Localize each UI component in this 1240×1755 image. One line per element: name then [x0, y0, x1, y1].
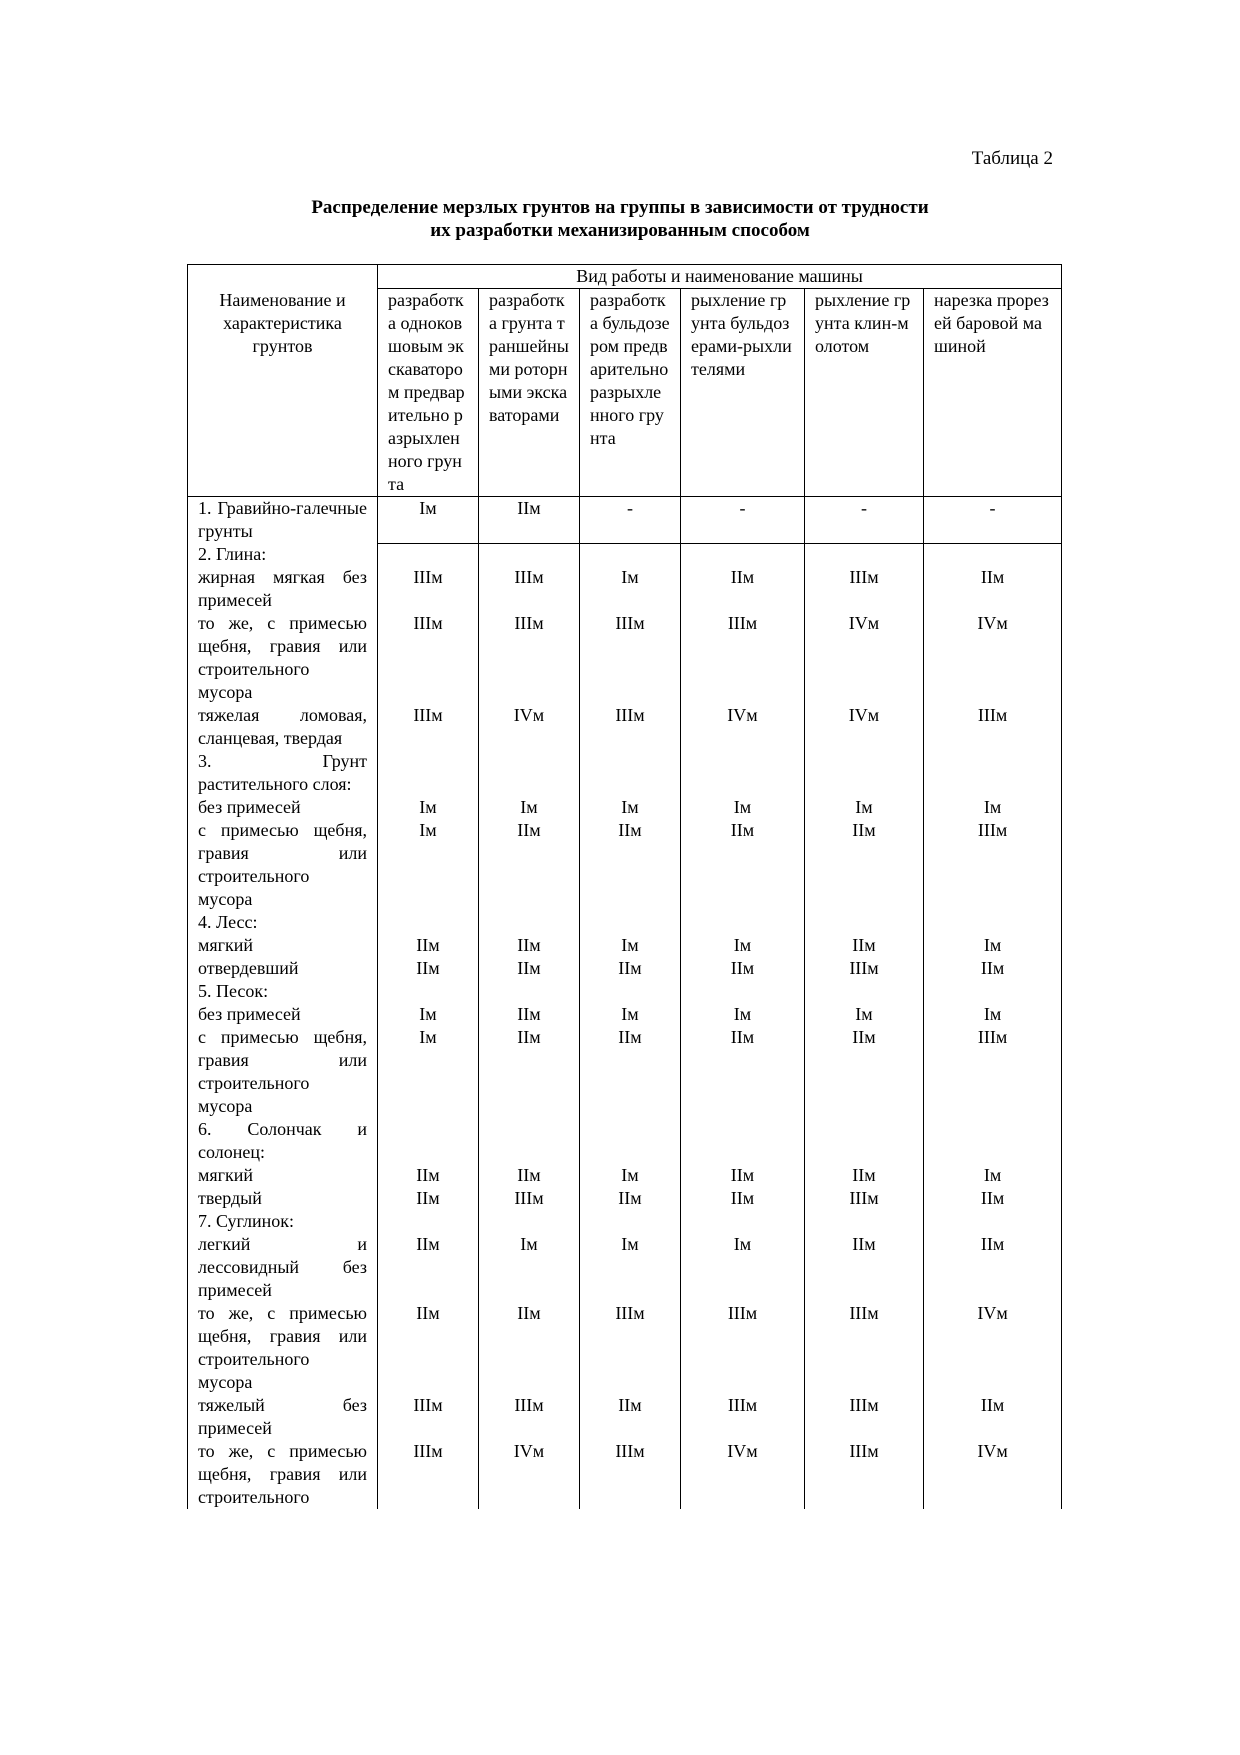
cell-value: IIIм [805, 1394, 924, 1440]
cell-value [580, 1118, 681, 1164]
cell-value: IIIм [378, 704, 479, 750]
cell-value [924, 980, 1062, 1003]
cell-value: IIм [479, 1302, 580, 1394]
cell-value: IIIм [681, 1302, 805, 1394]
cell-value: IVм [681, 1440, 805, 1509]
cell-value: - [580, 497, 681, 544]
table-row [188, 934, 1062, 957]
cell-value: IVм [805, 704, 924, 750]
table-row [188, 750, 1062, 796]
cell-value: IIм [681, 1164, 805, 1187]
table-row [188, 1026, 1062, 1118]
cell-value: IIIм [681, 1394, 805, 1440]
row-label: с примесью щебня, гравия или строительного мусора [188, 819, 378, 911]
cell-value: IIм [479, 1164, 580, 1187]
cell-value: IIIм [479, 1187, 580, 1210]
table-row [188, 497, 1062, 544]
cell-value [681, 750, 805, 796]
cell-value: IIм [924, 957, 1062, 980]
cell-value [805, 1118, 924, 1164]
header-column-3: разработка бульдозером предварительно разрыхленного грунта [580, 289, 681, 497]
cell-value: IIм [378, 1187, 479, 1210]
cell-value: Iм [681, 796, 805, 819]
cell-value [805, 911, 924, 934]
cell-value [378, 543, 479, 566]
cell-value: IIм [805, 1233, 924, 1302]
cell-value: IVм [924, 1440, 1062, 1509]
cell-value: IVм [924, 1302, 1062, 1394]
cell-value [924, 750, 1062, 796]
cell-value: IIм [479, 957, 580, 980]
cell-value: IIм [580, 1394, 681, 1440]
cell-value: IIм [378, 1164, 479, 1187]
cell-value [580, 980, 681, 1003]
cell-value: IIм [479, 819, 580, 911]
cell-value: IIIм [580, 612, 681, 704]
cell-value: IIм [580, 819, 681, 911]
table-row [188, 1003, 1062, 1026]
cell-value [924, 1210, 1062, 1233]
cell-value: IIIм [378, 1440, 479, 1509]
cell-value: IVм [681, 704, 805, 750]
cell-value [681, 1118, 805, 1164]
cell-value: - [681, 497, 805, 544]
header-column-2: разработка грунта траншейными роторными экскаваторами [479, 289, 580, 497]
cell-value: IIIм [479, 612, 580, 704]
cell-value: Iм [681, 1233, 805, 1302]
cell-value [805, 750, 924, 796]
cell-value: IIм [924, 566, 1062, 612]
row-label: без примесей [188, 1003, 378, 1026]
cell-value [378, 1118, 479, 1164]
cell-value: IIIм [924, 704, 1062, 750]
row-label: мягкий [188, 934, 378, 957]
cell-value [378, 750, 479, 796]
cell-value: IIм [479, 1003, 580, 1026]
cell-value [580, 750, 681, 796]
table-row [188, 1164, 1062, 1187]
cell-value: IIм [805, 934, 924, 957]
cell-value: Iм [805, 1003, 924, 1026]
table-row [188, 911, 1062, 934]
cell-value: Iм [580, 1003, 681, 1026]
row-label: то же, с примесью щебня, гравия или строительного мусора [188, 612, 378, 704]
cell-value: Iм [479, 1233, 580, 1302]
row-label: с примесью щебня, гравия или строительного мусора [188, 1026, 378, 1118]
cell-value: Iм [580, 1164, 681, 1187]
cell-value: Iм [580, 566, 681, 612]
row-label: 4. Лесс: [188, 911, 378, 934]
cell-value: IIм [681, 566, 805, 612]
cell-value: IIIм [681, 612, 805, 704]
cell-value: IIм [681, 1026, 805, 1118]
cell-value [479, 1210, 580, 1233]
cell-value: IIм [580, 1187, 681, 1210]
cell-value: Iм [924, 1164, 1062, 1187]
header-column-5: рыхление грунта клин-молотом [805, 289, 924, 497]
table-row [188, 612, 1062, 704]
cell-value [924, 1118, 1062, 1164]
row-label: 2. Глина: [188, 543, 378, 566]
header-work-type: Вид работы и наименование машины [378, 265, 1062, 289]
header-soil-name: Наименование и характеристика грунтов [188, 265, 378, 497]
cell-value: IIм [378, 1233, 479, 1302]
row-label: тяжелая ломовая, сланцевая, твердая [188, 704, 378, 750]
row-label: легкий и лессовидный без примесей [188, 1233, 378, 1302]
cell-value: IIIм [378, 1394, 479, 1440]
cell-value: Iм [378, 1003, 479, 1026]
cell-value: IIIм [924, 819, 1062, 911]
row-label: 1. Гравийно-галечные грунты [188, 497, 378, 544]
header-column-1: разработка одноковшовым экскаватором предварительно разрыхленного грунта [378, 289, 479, 497]
cell-value: Iм [924, 796, 1062, 819]
cell-value [378, 980, 479, 1003]
cell-value: Iм [580, 1233, 681, 1302]
table-row [188, 543, 1062, 566]
cell-value [805, 543, 924, 566]
cell-value: IIм [924, 1233, 1062, 1302]
table-row [188, 1187, 1062, 1210]
cell-value [580, 911, 681, 934]
header-column-4: рыхление грунта бульдозерами-рыхлителями [681, 289, 805, 497]
cell-value: Iм [580, 796, 681, 819]
cell-value [479, 980, 580, 1003]
cell-value: IIм [805, 1164, 924, 1187]
title-line-2: их разработки механизированным способом [430, 220, 810, 241]
cell-value: IIIм [924, 1026, 1062, 1118]
table-row [188, 1233, 1062, 1302]
cell-value: IVм [479, 1440, 580, 1509]
cell-value: IIIм [805, 957, 924, 980]
row-label: жирная мягкая без примесей [188, 566, 378, 612]
cell-value: IIм [924, 1394, 1062, 1440]
cell-value: - [924, 497, 1062, 544]
cell-value [924, 911, 1062, 934]
cell-value: IIм [479, 934, 580, 957]
row-label: без примесей [188, 796, 378, 819]
cell-value: IIм [681, 819, 805, 911]
header-column-6: нарезка прорезей баровой машиной [924, 289, 1062, 497]
table-row [188, 1394, 1062, 1440]
cell-value: IIIм [805, 1187, 924, 1210]
row-label: 5. Песок: [188, 980, 378, 1003]
cell-value [681, 1210, 805, 1233]
cell-value [681, 980, 805, 1003]
cell-value: IIIм [580, 1440, 681, 1509]
row-label: то же, с примесью щебня, гравия или строительного [188, 1440, 378, 1509]
cell-value: IIIм [479, 1394, 580, 1440]
cell-value [479, 543, 580, 566]
cell-value: IVм [805, 612, 924, 704]
cell-value: IIIм [805, 1440, 924, 1509]
cell-value: IIIм [580, 1302, 681, 1394]
cell-value [479, 750, 580, 796]
cell-value: Iм [378, 1026, 479, 1118]
cell-value: IIм [580, 957, 681, 980]
cell-value: Iм [479, 796, 580, 819]
cell-value [805, 1210, 924, 1233]
cell-value [681, 543, 805, 566]
cell-value [580, 543, 681, 566]
cell-value: IIIм [805, 566, 924, 612]
cell-value: IIм [924, 1187, 1062, 1210]
cell-value [479, 911, 580, 934]
cell-value: Iм [924, 1003, 1062, 1026]
cell-value: Iм [378, 796, 479, 819]
table-row [188, 1440, 1062, 1509]
cell-value [580, 1210, 681, 1233]
table-row [188, 566, 1062, 612]
table-row [188, 1118, 1062, 1164]
row-label: мягкий [188, 1164, 378, 1187]
cell-value: Iм [805, 796, 924, 819]
cell-value: Iм [580, 934, 681, 957]
row-label: 7. Суглинок: [188, 1210, 378, 1233]
cell-value: IVм [479, 704, 580, 750]
table-row [188, 957, 1062, 980]
cell-value: IIм [805, 1026, 924, 1118]
cell-value [924, 543, 1062, 566]
cell-value: IVм [924, 612, 1062, 704]
row-label: тяжелый без примесей [188, 1394, 378, 1440]
table-row [188, 980, 1062, 1003]
cell-value [378, 911, 479, 934]
cell-value: Iм [378, 497, 479, 544]
table-row [188, 819, 1062, 911]
document-title [0, 196, 1240, 242]
row-label: 6. Солончак и солонец: [188, 1118, 378, 1164]
cell-value: IIм [378, 934, 479, 957]
cell-value: Iм [924, 934, 1062, 957]
cell-value [479, 1118, 580, 1164]
cell-value: IIм [580, 1026, 681, 1118]
cell-value: IIм [479, 497, 580, 544]
cell-value: IIIм [378, 612, 479, 704]
cell-value [378, 1210, 479, 1233]
cell-value: IIIм [580, 704, 681, 750]
row-label: отвердевший [188, 957, 378, 980]
title-line-1: Распределение мерзлых грунтов на группы в зависимости от трудности [311, 197, 929, 218]
cell-value: IIIм [805, 1302, 924, 1394]
cell-value: IIIм [378, 566, 479, 612]
cell-value: IIм [805, 819, 924, 911]
cell-value [681, 911, 805, 934]
soil-groups-table [187, 264, 1062, 1509]
cell-value: IIм [378, 957, 479, 980]
cell-value: IIм [681, 957, 805, 980]
table-row [188, 704, 1062, 750]
row-label: твердый [188, 1187, 378, 1210]
cell-value: IIм [479, 1026, 580, 1118]
cell-value: Iм [681, 1003, 805, 1026]
cell-value: Iм [681, 934, 805, 957]
table-row [188, 1210, 1062, 1233]
table-caption: Таблица 2 [971, 148, 1053, 169]
row-label: 3. Грунт растительного слоя: [188, 750, 378, 796]
cell-value: IIIм [479, 566, 580, 612]
cell-value: - [805, 497, 924, 544]
cell-value: Iм [378, 819, 479, 911]
cell-value [805, 980, 924, 1003]
cell-value: IIм [378, 1302, 479, 1394]
cell-value: IIм [681, 1187, 805, 1210]
row-label: то же, с примесью щебня, гравия или строительного мусора [188, 1302, 378, 1394]
table-row [188, 796, 1062, 819]
table-row [188, 1302, 1062, 1394]
